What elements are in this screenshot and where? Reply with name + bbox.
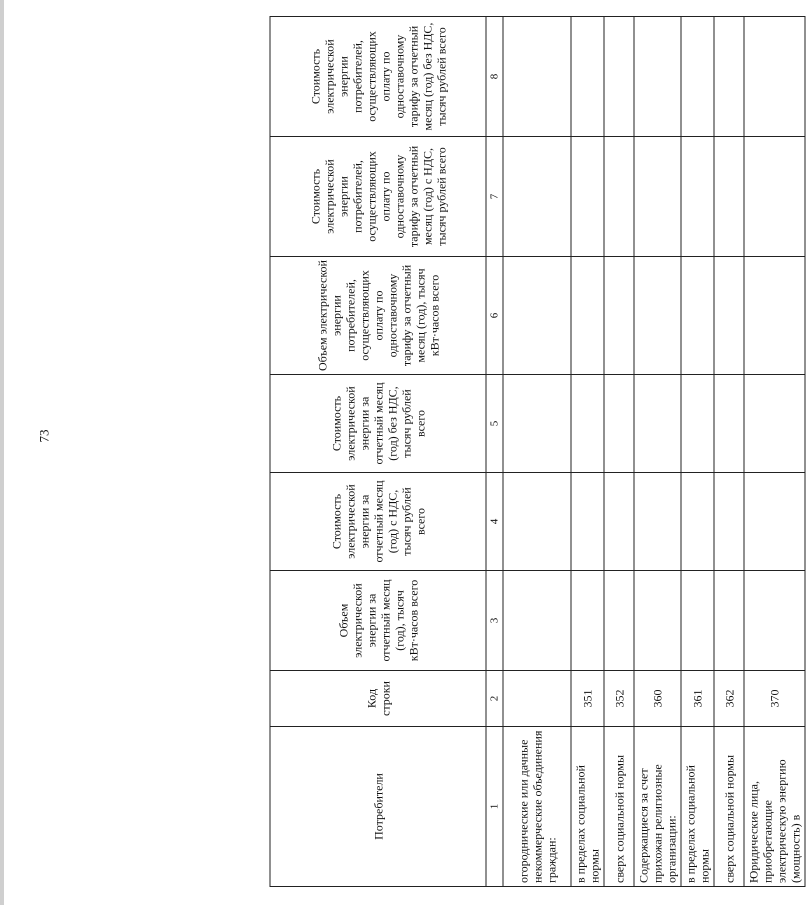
column-number: 7 bbox=[486, 137, 503, 257]
header-row bbox=[270, 17, 486, 887]
value-cell[interactable] bbox=[714, 571, 744, 671]
value-cell[interactable] bbox=[634, 137, 681, 257]
column-number: 4 bbox=[486, 473, 503, 571]
consumers-energy-table bbox=[270, 16, 806, 887]
row-label: Содержащиеся за счет прихожан религиозные организации: bbox=[634, 727, 681, 887]
header-volume: Объем электрической энергии за отчетный месяц (год), тысяч кВт·часов всего bbox=[270, 571, 486, 671]
column-number: 6 bbox=[486, 257, 503, 375]
value-cell[interactable] bbox=[744, 17, 805, 137]
column-number: 5 bbox=[486, 375, 503, 473]
value-cell[interactable] bbox=[681, 17, 714, 137]
row-code: 362 bbox=[714, 671, 744, 727]
value-cell[interactable] bbox=[714, 137, 744, 257]
value-cell[interactable] bbox=[604, 571, 634, 671]
value-cell[interactable] bbox=[714, 257, 744, 375]
row-label: сверх социальной нормы bbox=[604, 727, 634, 887]
value-cell[interactable] bbox=[571, 257, 604, 375]
row-code bbox=[503, 671, 571, 727]
header-single-rate-cost-without-vat: Стоимость электрической энергии потребителей, осуществляющих оплату по одноставочному тарифу за отчетный месяц (год) без НДС, тысяч рублей всего bbox=[270, 17, 486, 137]
value-cell[interactable] bbox=[604, 473, 634, 571]
row-code: 352 bbox=[604, 671, 634, 727]
table-row bbox=[503, 17, 571, 887]
value-cell[interactable] bbox=[681, 473, 714, 571]
row-code: 361 bbox=[681, 671, 714, 727]
value-cell[interactable] bbox=[503, 375, 571, 473]
row-code: 351 bbox=[571, 671, 604, 727]
header-cost-without-vat: Стоимость электрической энергии за отчетный месяц (год) без НДС, тысяч рублей всего bbox=[270, 375, 486, 473]
value-cell[interactable] bbox=[681, 375, 714, 473]
value-cell[interactable] bbox=[744, 257, 805, 375]
value-cell[interactable] bbox=[571, 137, 604, 257]
scan-edge bbox=[0, 0, 4, 905]
column-number-row bbox=[486, 17, 503, 887]
table-row bbox=[744, 17, 805, 887]
row-label: Юридические лица, приобретающие электрическую энергию (мощность) в bbox=[744, 727, 805, 887]
value-cell[interactable] bbox=[604, 137, 634, 257]
header-single-rate-cost-with-vat: Стоимость электрической энергии потребителей, осуществляющих оплату по одноставочному тарифу за отчетный месяц (год) с НДС, тысяч рублей всего bbox=[270, 137, 486, 257]
header-row-code: Код строки bbox=[270, 671, 486, 727]
value-cell[interactable] bbox=[744, 137, 805, 257]
value-cell[interactable] bbox=[744, 473, 805, 571]
header-single-rate-volume: Объем электрической энергии потребителей, осуществляющих оплату по одноставочному тарифу за отчетный месяц (год), тысяч кВт·часов всего bbox=[270, 257, 486, 375]
column-number: 2 bbox=[486, 671, 503, 727]
value-cell[interactable] bbox=[634, 473, 681, 571]
column-number: 8 bbox=[486, 17, 503, 137]
value-cell[interactable] bbox=[571, 17, 604, 137]
value-cell[interactable] bbox=[571, 375, 604, 473]
table-row bbox=[571, 17, 604, 887]
value-cell[interactable] bbox=[503, 137, 571, 257]
value-cell[interactable] bbox=[604, 17, 634, 137]
value-cell[interactable] bbox=[503, 17, 571, 137]
rotated-table-wrapper bbox=[270, 17, 803, 887]
header-consumers: Потребители bbox=[270, 727, 486, 887]
page-number: 73 bbox=[36, 429, 52, 443]
value-cell[interactable] bbox=[503, 473, 571, 571]
row-code: 360 bbox=[634, 671, 681, 727]
table-row bbox=[714, 17, 744, 887]
value-cell[interactable] bbox=[681, 257, 714, 375]
row-label: в пределах социальной нормы bbox=[681, 727, 714, 887]
row-code: 370 bbox=[744, 671, 805, 727]
value-cell[interactable] bbox=[744, 375, 805, 473]
value-cell[interactable] bbox=[681, 571, 714, 671]
header-cost-with-vat: Стоимость электрической энергии за отчетный месяц (год) с НДС, тысяч рублей всего bbox=[270, 473, 486, 571]
column-number: 3 bbox=[486, 571, 503, 671]
table-body bbox=[503, 17, 805, 887]
row-label: в пределах социальной нормы bbox=[571, 727, 604, 887]
table-row bbox=[634, 17, 681, 887]
value-cell[interactable] bbox=[571, 473, 604, 571]
value-cell[interactable] bbox=[604, 257, 634, 375]
row-label: сверх социальной нормы bbox=[714, 727, 744, 887]
value-cell[interactable] bbox=[503, 571, 571, 671]
value-cell[interactable] bbox=[634, 571, 681, 671]
value-cell[interactable] bbox=[634, 17, 681, 137]
value-cell[interactable] bbox=[714, 17, 744, 137]
table-row bbox=[604, 17, 634, 887]
value-cell[interactable] bbox=[571, 571, 604, 671]
value-cell[interactable] bbox=[503, 257, 571, 375]
table-row bbox=[681, 17, 714, 887]
value-cell[interactable] bbox=[634, 375, 681, 473]
value-cell[interactable] bbox=[681, 137, 714, 257]
value-cell[interactable] bbox=[634, 257, 681, 375]
value-cell[interactable] bbox=[744, 571, 805, 671]
value-cell[interactable] bbox=[714, 473, 744, 571]
row-label: огороднические или дачные некоммерческие объединения граждан: bbox=[503, 727, 571, 887]
value-cell[interactable] bbox=[604, 375, 634, 473]
column-number: 1 bbox=[486, 727, 503, 887]
value-cell[interactable] bbox=[714, 375, 744, 473]
